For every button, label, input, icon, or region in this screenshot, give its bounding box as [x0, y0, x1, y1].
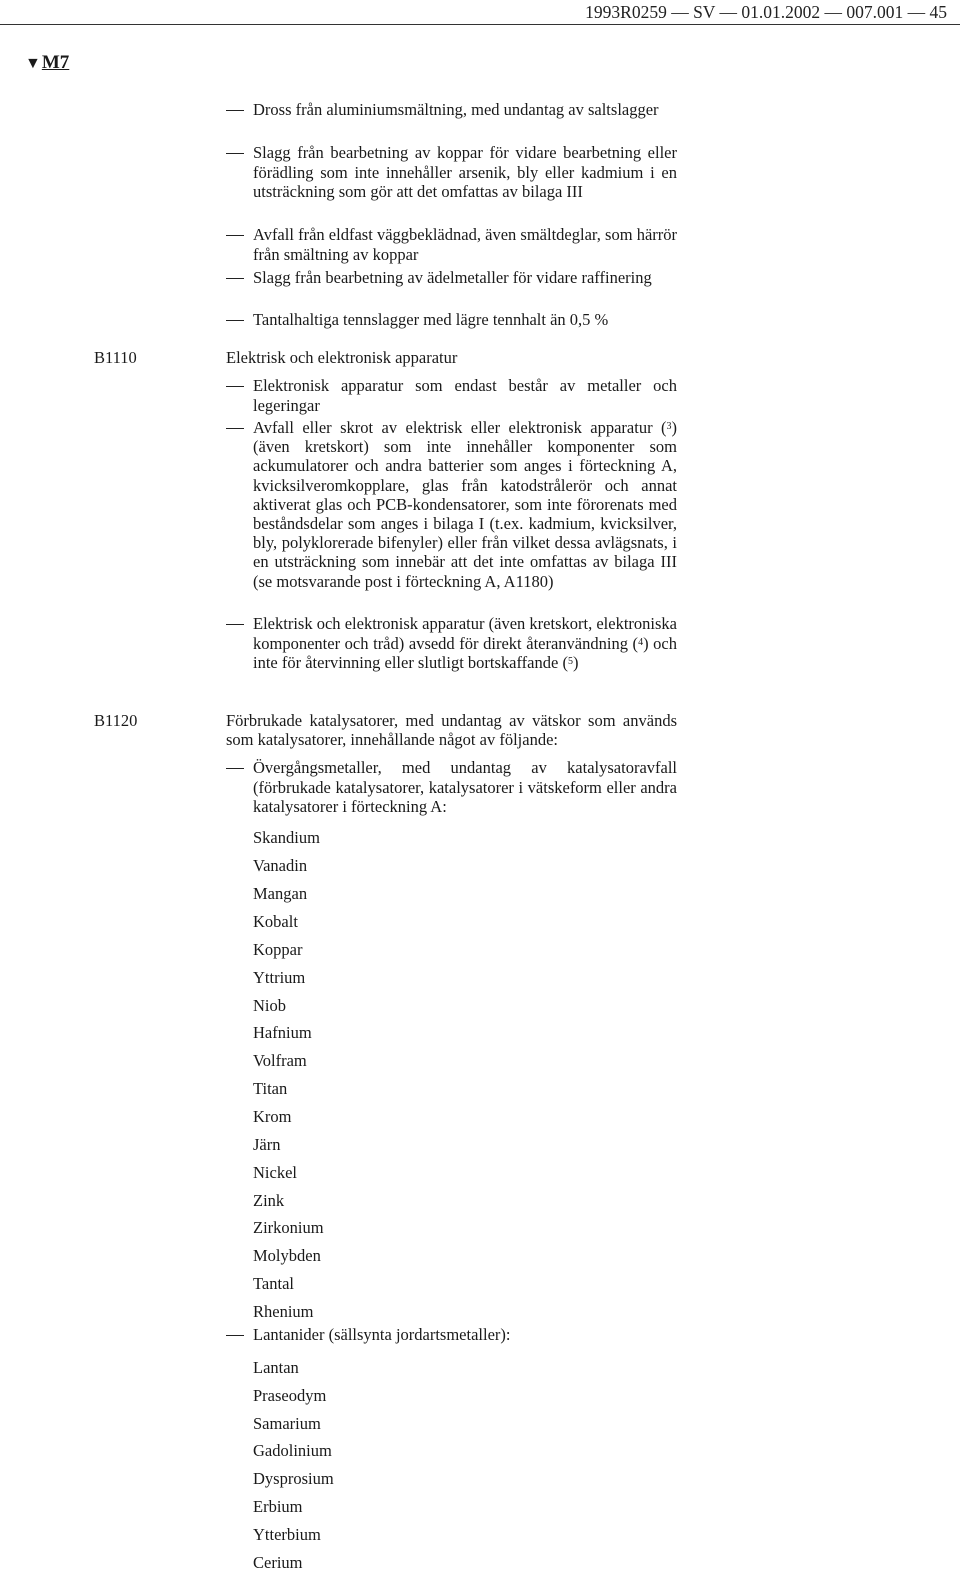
list-item-text: Elektronisk apparatur som endast består av metaller och legeringar [253, 376, 677, 415]
metal-item: Nickel [253, 1163, 297, 1182]
metal-item: Vanadin [253, 856, 308, 875]
list-item [226, 376, 677, 415]
list-item [226, 225, 677, 264]
metal-item: Erbium [253, 1497, 303, 1516]
list-item-text [253, 614, 677, 673]
list-item [226, 268, 677, 288]
text-part: ) och inte för återvinning eller slutligt bortskaffande ( [253, 633, 677, 672]
metal-item: Yttrium [253, 968, 306, 987]
entry-title: Elektrisk och elektronisk apparatur [226, 348, 458, 367]
entry-code: B1110 [94, 348, 137, 367]
metal-item: Mangan [253, 884, 308, 903]
metal-item: Ytterbium [253, 1525, 321, 1544]
amendment-label: M7 [41, 52, 70, 73]
metal-item: Kobalt [253, 912, 298, 931]
text-part: Elektrisk och elektronisk apparatur (även kretskort, elektroniska komponenter och tråd) avsedd för direkt återanvändning ( [253, 614, 677, 653]
text-part: ) [572, 653, 579, 672]
text-part: Avfall eller skrot av elektrisk eller elektronisk apparatur ( [253, 418, 667, 437]
metal-item: Dysprosium [253, 1469, 334, 1488]
metal-item: Skandium [253, 828, 320, 847]
entry-code: B1120 [94, 711, 138, 730]
metal-item: Järn [253, 1135, 281, 1154]
list-item [226, 100, 677, 120]
metal-item: Hafnium [253, 1023, 312, 1042]
metal-item: Praseodym [253, 1386, 327, 1405]
metal-item: Zirkonium [253, 1218, 324, 1237]
list-item-text: Lantanider (sällsynta jordartsmetaller): [253, 1325, 511, 1344]
list-item [226, 758, 677, 817]
metal-item: Cerium [253, 1553, 303, 1572]
metal-item: Volfram [253, 1051, 307, 1070]
list-item [226, 310, 677, 330]
list-item-text [253, 418, 677, 591]
list-item [226, 1325, 677, 1345]
footnote-ref: 5 [567, 656, 573, 667]
metal-item: Titan [253, 1079, 288, 1098]
amendment-marker [25, 52, 69, 74]
footnote-ref: 4 [638, 636, 644, 648]
metal-item: Koppar [253, 940, 303, 959]
text-part: ) (även kretskort) som inte innehåller komponenter som ackumulatorer och andra batterier som anges i förteckning A, kvicksilveromkopplare, glas från katodstrålerör och annat aktiverat glas och PCB-kondensatorer, som inte förorenats med beståndsdelar som anges i bilaga I (t.ex. kadmium, kvicksilver, bly, polyklorerade bifenyler) eller från vilket dessa avlägsnats, i en utsträckning som innebär att det inte omfattas av bilaga III (se motsvarande post i förteckning A, A1180) [253, 418, 677, 591]
entry-title: Förbrukade katalysatorer, med undantag av vätskor som används som katalysatorer, innehållande något av följande: [226, 711, 677, 749]
page-header [0, 0, 960, 26]
list-item [226, 418, 677, 591]
footnote-ref: 3 [666, 421, 672, 432]
metal-item: Niob [253, 996, 286, 1015]
list-item [226, 143, 677, 202]
triangle-down-icon: ▼ [25, 55, 41, 72]
metal-item: Lantan [253, 1358, 299, 1377]
metal-item: Rhenium [253, 1302, 314, 1321]
metal-item: Gadolinium [253, 1441, 332, 1460]
list-item-text: Dross från aluminiumsmältning, med undantag av saltslagger [253, 100, 659, 119]
list-item-text: Slagg från bearbetning av koppar för vidare bearbetning eller förädling som inte innehåller arsenik, bly eller kadmium i en utsträckning som gör att det omfattas av bilaga III [253, 143, 677, 201]
metal-item: Samarium [253, 1414, 321, 1433]
metal-item: Tantal [253, 1274, 294, 1293]
document-reference: 1993R0259 — SV — 01.01.2002 — 007.001 — 45 [585, 2, 947, 22]
list-item-text: Tantalhaltiga tennslagger med lägre tennhalt än 0,5 % [253, 310, 609, 329]
list-item-text: Övergångsmetaller, med undantag av katalysatoravfall (förbrukade katalysatorer, katalysatorer i vätskeform eller andra katalysatorer i förteckning A: [253, 758, 677, 816]
list-item [226, 614, 677, 673]
metal-item: Molybden [253, 1246, 321, 1265]
list-item-text: Avfall från eldfast väggbeklädnad, även smältdeglar, som härrör från smältning av koppar [253, 225, 677, 264]
metal-item: Zink [253, 1191, 285, 1210]
metal-item: Krom [253, 1107, 292, 1126]
header-rule [0, 24, 960, 25]
list-item-text: Slagg från bearbetning av ädelmetaller för vidare raffinering [253, 268, 652, 287]
